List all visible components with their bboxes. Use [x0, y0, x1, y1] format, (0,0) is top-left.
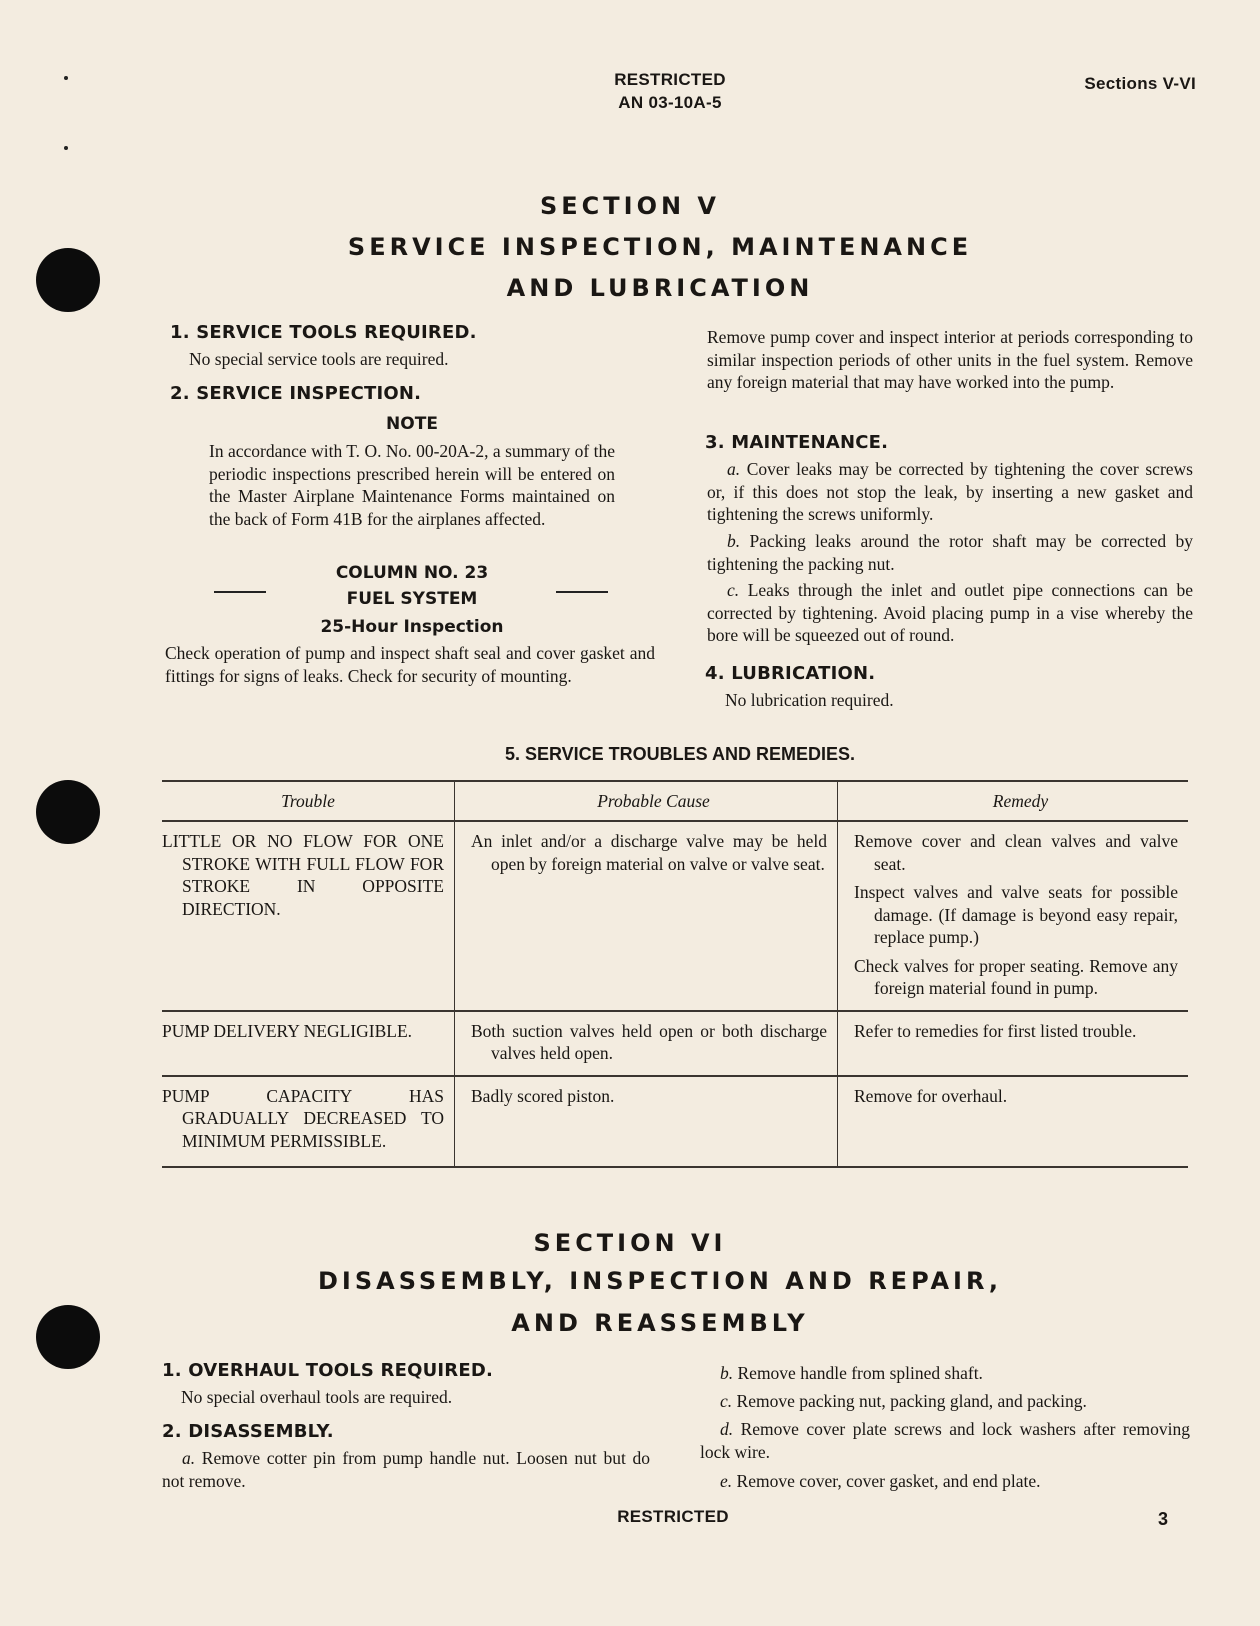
- disassembly-a: a. Remove cotter pin from pump handle nut. Loosen nut but do not remove.: [162, 1448, 650, 1491]
- heading-service-tools: 1. SERVICE TOOLS REQUIRED.: [170, 322, 477, 343]
- section-6-subtitle: DISASSEMBLY, INSPECTION AND REPAIR,: [318, 1267, 1002, 1295]
- disassembly-c: c. Remove packing nut, packing gland, and packing.: [720, 1391, 1087, 1411]
- binder-hole: [36, 780, 100, 844]
- col-trouble: Trouble: [162, 781, 455, 821]
- maintenance-a: a. Cover leaks may be corrected by tightening the cover screws or, if this does not stop the leak, by inserting a new gasket and tightening the screws uniformly.: [707, 459, 1193, 524]
- section-5-title: SECTION V: [539, 192, 720, 220]
- heading-lubrication: 4. LUBRICATION.: [705, 663, 876, 684]
- header-sections: Sections V-VI: [1084, 74, 1196, 93]
- column-heading: COLUMN NO. 23: [335, 563, 489, 583]
- col-cause: Probable Cause: [455, 781, 838, 821]
- section-6-subtitle: AND REASSEMBLY: [511, 1309, 809, 1337]
- heading-service-inspection: 2. SERVICE INSPECTION.: [170, 383, 422, 404]
- overhaul-tools-text: No special overhaul tools are required.: [181, 1387, 453, 1407]
- table-row: LITTLE OR NO FLOW FOR ONE STROKE WITH FULL FLOW FOR STROKE IN OPPOSITE DIRECTION. An inlet and/or a discharge valve may be held open by foreign material on valve or valve seat. Remove cover and clean valves and valve seat. Inspect valves and valve seats for possible damage. (If damage is beyond easy repair, replace pump.) Check valves for proper seating. Remove any foreign material found in pump.: [162, 821, 1188, 1011]
- maintenance-b: b. Packing leaks around the rotor shaft may be corrected by tightening the packing nut.: [707, 531, 1193, 574]
- section-5-subtitle: AND LUBRICATION: [506, 274, 814, 302]
- heading-maintenance: 3. MAINTENANCE.: [705, 432, 889, 453]
- heading-disassembly: 2. DISASSEMBLY.: [162, 1421, 334, 1442]
- inspection-text: Check operation of pump and inspect shaft seal and cover gasket and fittings for signs of leaks. Check for security of mounting.: [165, 643, 655, 686]
- section-6-title: SECTION VI: [533, 1229, 727, 1257]
- lubrication-text: No lubrication required.: [725, 690, 894, 710]
- disassembly-e: e. Remove cover, cover gasket, and end plate.: [720, 1471, 1041, 1491]
- note-heading: NOTE: [386, 414, 438, 434]
- inspection-heading: 25-Hour Inspection: [320, 617, 504, 637]
- header-doc-number: AN 03-10A-5: [618, 93, 722, 112]
- section-5-subtitle: SERVICE INSPECTION, MAINTENANCE: [347, 233, 973, 261]
- heading-troubles: 5. SERVICE TROUBLES AND REMEDIES.: [504, 744, 856, 764]
- footer-classification: RESTRICTED: [617, 1507, 729, 1526]
- header-classification: RESTRICTED: [614, 70, 726, 89]
- pump-cover-text: Remove pump cover and inspect interior at periods corresponding to similar inspection periods of other units in the fuel system. Remove any foreign material that may have worked into the pump.: [707, 327, 1193, 392]
- maintenance-c: c. Leaks through the inlet and outlet pipe connections can be corrected by tightening. Avoid placing pump in a vise whereby the bore will be squeezed out of round.: [707, 580, 1194, 645]
- heading-overhaul-tools: 1. OVERHAUL TOOLS REQUIRED.: [162, 1360, 494, 1381]
- disassembly-d: d. Remove cover plate screws and lock washers after removing lock wire.: [700, 1419, 1191, 1462]
- note-text: In accordance with T. O. No. 00-20A-2, a summary of the periodic inspections prescribed herein will be entered on the Master Airplane Maintenance Forms maintained on the back of Form 41B for the airplanes affected.: [209, 441, 615, 529]
- fuel-system-heading: FUEL SYSTEM: [346, 589, 478, 609]
- speck: [64, 146, 68, 150]
- table-row: PUMP DELIVERY NEGLIGIBLE. Both suction valves held open or both discharge valves held open. Refer to remedies for first listed trouble.: [162, 1011, 1188, 1076]
- page-number: 3: [1158, 1509, 1169, 1529]
- troubles-table: [162, 780, 1188, 1168]
- service-tools-text: No special service tools are required.: [189, 349, 449, 369]
- disassembly-b: b. Remove handle from splined shaft.: [720, 1363, 983, 1383]
- table-row: PUMP CAPACITY HAS GRADUALLY DECREASED TO MINIMUM PERMISSIBLE. Badly scored piston. Remove for overhaul.: [162, 1076, 1188, 1168]
- col-remedy: Remedy: [838, 781, 1189, 821]
